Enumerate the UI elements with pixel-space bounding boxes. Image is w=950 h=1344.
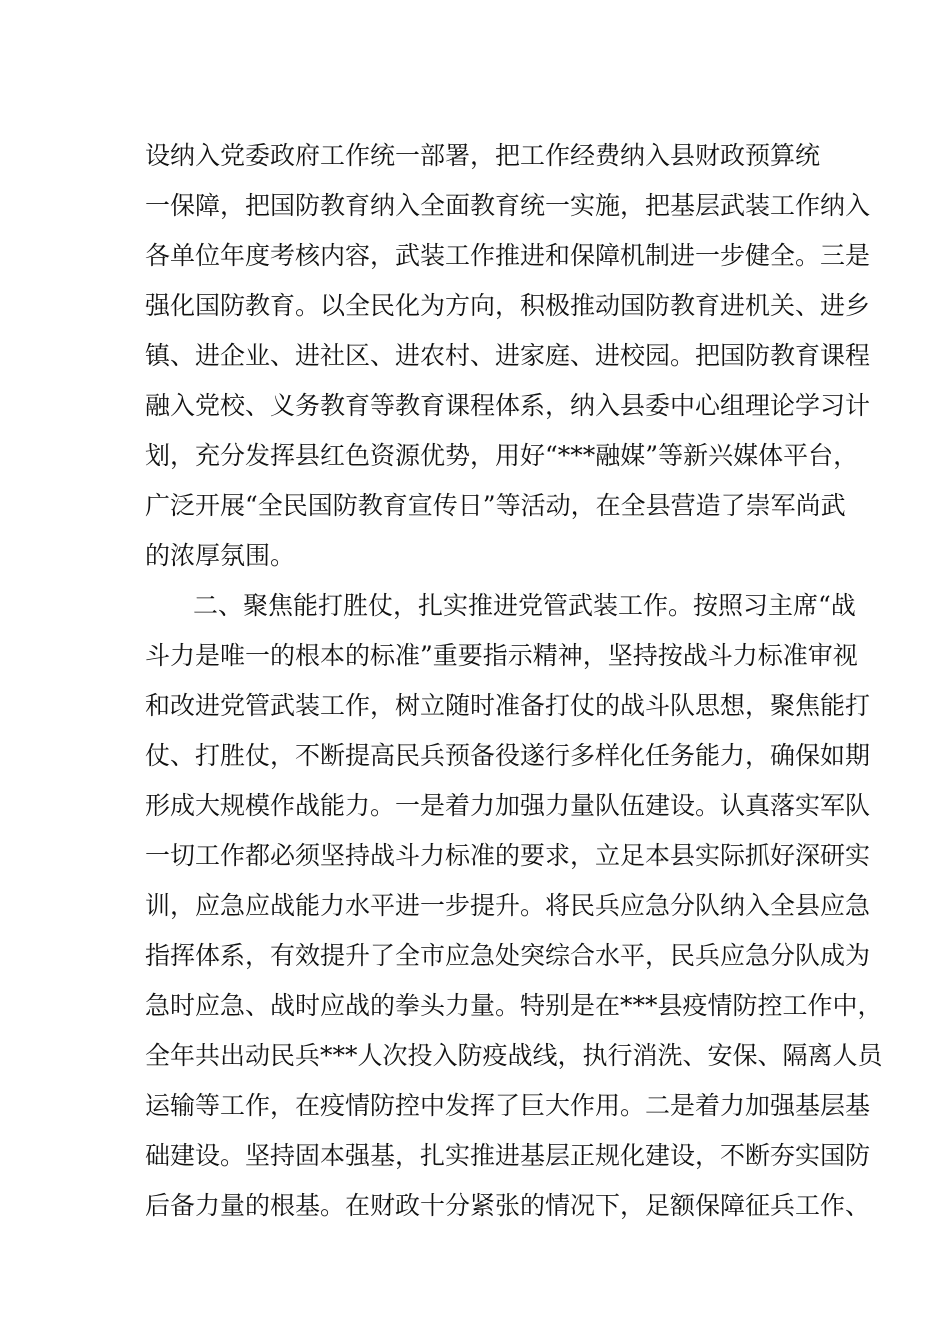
paragraph-2-line-9: 急时应急、战时应战的拳头力量。特别是在***县疫情防控工作中， <box>145 991 883 1020</box>
paragraph-2-line-13: 后备力量的根基。在财政十分紧张的情况下，足额保障征兵工作、 <box>145 1191 871 1220</box>
paragraph-2-line-6: 一切工作都必须坚持战斗力标准的要求，立足本县实际抓好深研实 <box>145 841 871 870</box>
paragraph-2-line-12: 础建设。坚持固本强基，扎实推进基层正规化建设，不断夯实国防 <box>145 1141 871 1170</box>
paragraph-1-line-7: 划，充分发挥县红色资源优势，用好“***融媒”等新兴媒体平台， <box>145 441 859 470</box>
paragraph-1-line-6: 融入党校、义务教育等教育课程体系，纳入县委中心组理论学习计 <box>145 391 871 420</box>
paragraph-2-line-7: 训，应急应战能力水平进一步提升。将民兵应急分队纳入全县应急 <box>145 891 871 920</box>
paragraph-1-line-3: 各单位年度考核内容，武装工作推进和保障机制进一步健全。三是 <box>145 241 871 270</box>
paragraph-2-line-8: 指挥体系，有效提升了全市应急处突综合水平，民兵应急分队成为 <box>145 941 871 970</box>
paragraph-1-line-8: 广泛开展“全民国防教育宣传日”等活动，在全县营造了崇军尚武 <box>145 491 846 520</box>
paragraph-1-line-9: 的浓厚氛围。 <box>145 541 296 570</box>
paragraph-1-line-5: 镇、进企业、进社区、进农村、进家庭、进校园。把国防教育课程 <box>145 341 871 370</box>
paragraph-1-line-2: 一保障，把国防教育纳入全面教育统一实施，把基层武装工作纳入 <box>145 191 871 220</box>
paragraph-2-line-2: 斗力是唯一的根本的标准”重要指示精神，坚持按战斗力标准审视 <box>145 641 858 670</box>
body-text <box>145 131 883 1231</box>
paragraph-1-line-4: 强化国防教育。以全民化为方向，积极推动国防教育进机关、进乡 <box>145 291 871 320</box>
paragraph-2-line-4: 仗、打胜仗，不断提高民兵预备役遂行多样化任务能力，确保如期 <box>145 741 871 770</box>
paragraph-2-line-10: 全年共出动民兵***人次投入防疫战线，执行消洗、安保、隔离人员 <box>145 1041 883 1070</box>
paragraph-2-line-5: 形成大规模作战能力。一是着力加强力量队伍建设。认真落实军队 <box>145 791 871 820</box>
paragraph-2-line-3: 和改进党管武装工作，树立随时准备打仗的战斗队思想，聚焦能打 <box>145 691 871 720</box>
paragraph-2-line-1: 二、聚焦能打胜仗，扎实推进党管武装工作。按照习主席“战 <box>193 591 856 620</box>
paragraph-1-line-1: 设纳入党委政府工作统一部署，把工作经费纳入县财政预算统 <box>145 141 821 170</box>
paragraph-2-line-11: 运输等工作，在疫情防控中发挥了巨大作用。二是着力加强基层基 <box>145 1091 871 1120</box>
